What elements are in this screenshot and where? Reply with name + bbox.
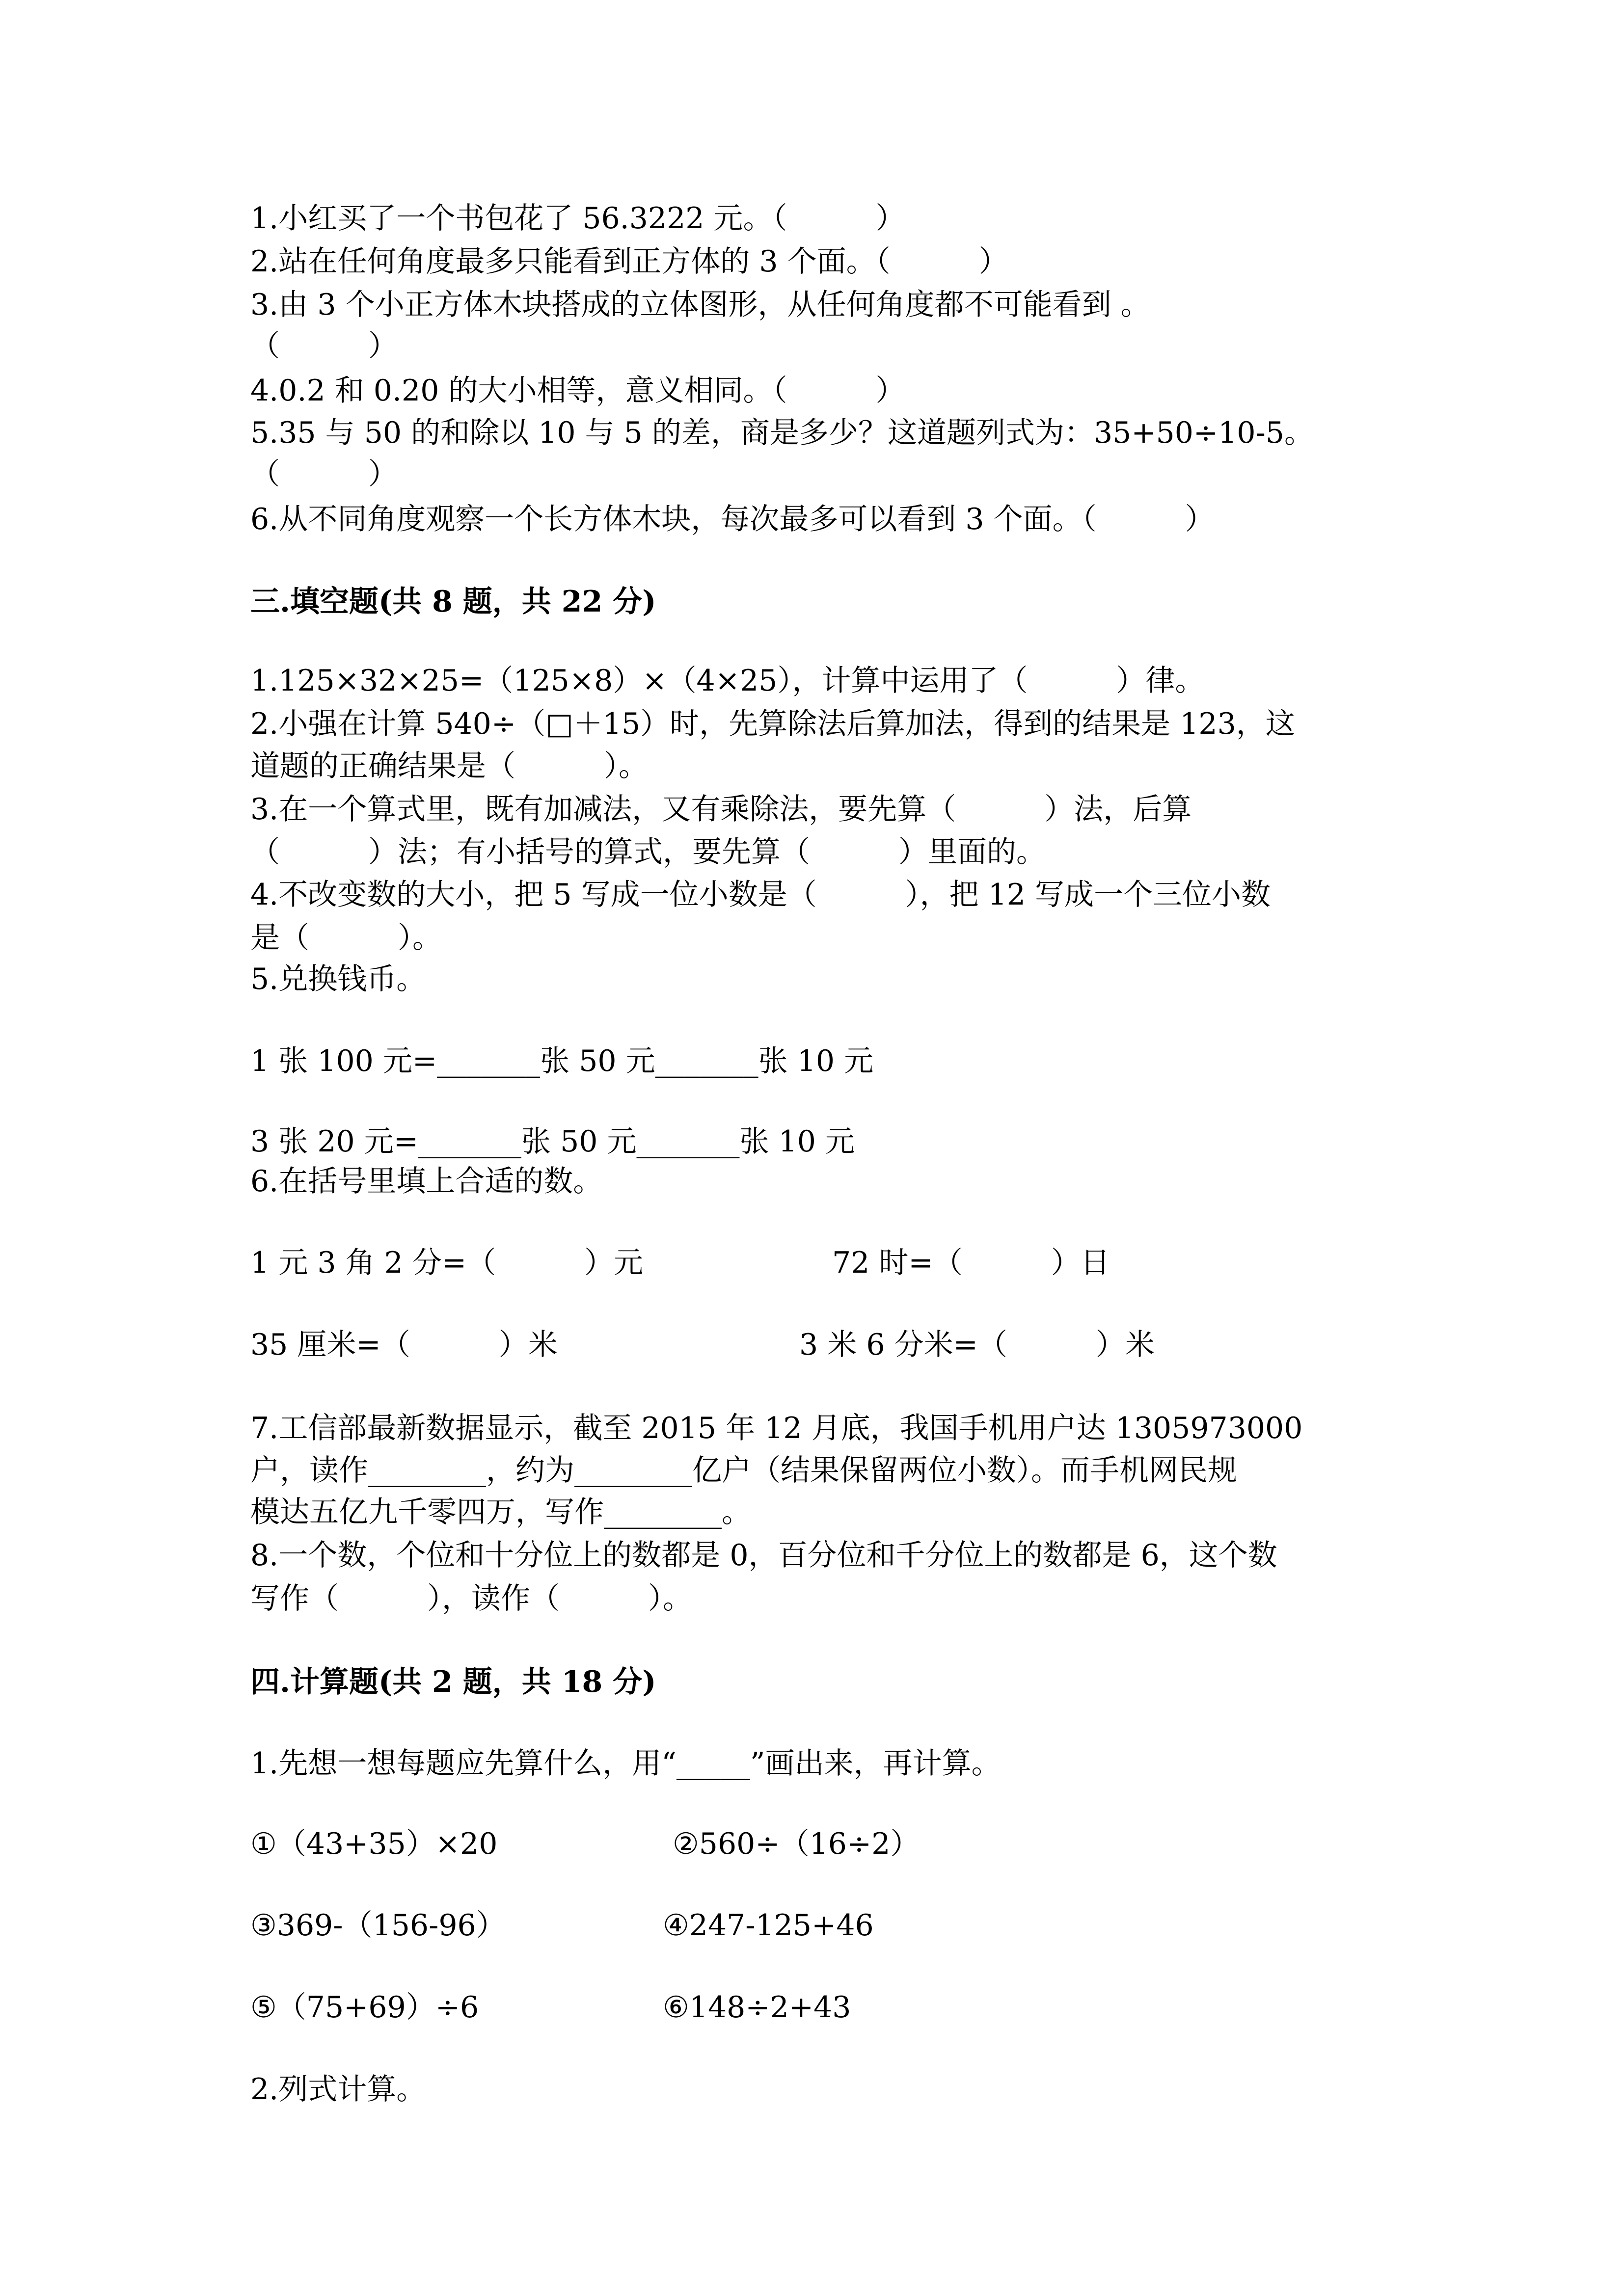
- fill-line-2: 2.小强在计算 540÷（□＋15）时，先算除法后算加法，得到的结果是 123，这: [250, 707, 1295, 741]
- judge-item-3: 3.由 3 个小正方体木块搭成的立体图形，从任何角度都不可能看到 。: [250, 288, 1150, 322]
- judge-item-4: 4.0.2 和 0.20 的大小相等，意义相同。（ ）: [250, 374, 905, 408]
- fill-q6-row2-left: 35 厘米=（ ）米: [250, 1328, 558, 1362]
- fill-line-4: 3.在一个算式里，既有加减法，又有乘除法，要先算（ ）法，后算: [250, 792, 1192, 827]
- calc-section-heading: 四.计算题(共 2 题，共 18 分): [250, 1665, 656, 1699]
- fill-q8-line-1: 8.一个数，个位和十分位上的数都是 0，百分位和千分位上的数都是 6，这个数: [250, 1538, 1277, 1573]
- judge-item-5: 5.35 与 50 的和除以 10 与 5 的差，商是多少？这道题列式为：35+50÷10-5。: [250, 416, 1314, 450]
- judge-item-1: 1.小红买了一个书包花了 56.3222 元。（ ）: [250, 201, 905, 236]
- calc-expr-1: ①（43+35）×20: [250, 1827, 498, 1861]
- fill-line-7: 是（ ）。: [250, 921, 442, 955]
- fill-q7-line-1: 7.工信部最新数据显示，截至 2015 年 12 月底，我国手机用户达 1305973000: [250, 1411, 1303, 1445]
- fill-q6-row1-right: 72 时=（ ）日: [832, 1246, 1110, 1280]
- fill-line-8: 5.兑换钱币。: [250, 962, 426, 996]
- judge-item-2: 2.站在任何角度最多只能看到正方体的 3 个面。（ ）: [250, 244, 1008, 279]
- fill-q6-row1-left: 1 元 3 角 2 分=（ ）元: [250, 1246, 644, 1280]
- fill-q7-line-2: 户，读作________，约为________亿户（结果保留两位小数）。而手机网民规: [250, 1453, 1237, 1488]
- fill-q8-line-2: 写作（ ），读作（ ）。: [250, 1581, 692, 1616]
- judge-item-3-blank: （ ）: [250, 329, 398, 363]
- fill-line-3: 道题的正确结果是（ ）。: [250, 749, 648, 783]
- judge-item-6: 6.从不同角度观察一个长方体木块，每次最多可以看到 3 个面。（ ）: [250, 502, 1215, 536]
- calc-q1: 1.先想一想每题应先算什么，用“_____”画出来，再计算。: [250, 1746, 1001, 1781]
- fill-q7-line-3: 模达五亿九千零四万，写作________。: [250, 1495, 751, 1529]
- fill-q6-row2-right: 3 米 6 分米=（ ）米: [799, 1328, 1155, 1362]
- fill-q6-title: 6.在括号里填上合适的数。: [250, 1164, 603, 1199]
- money-line-1: 1 张 100 元=_______张 50 元_______张 10 元: [250, 1044, 874, 1078]
- calc-expr-5: ⑤（75+69）÷6: [250, 1990, 479, 2025]
- fill-section-heading: 三.填空题(共 8 题，共 22 分): [250, 585, 656, 619]
- calc-expr-2: ②560÷（16÷2）: [673, 1827, 920, 1861]
- fill-line-1: 1.125×32×25=（125×8）×（4×25），计算中运用了（ ）律。: [250, 664, 1205, 698]
- fill-line-5: （ ）法；有小括号的算式，要先算（ ）里面的。: [250, 835, 1046, 869]
- calc-expr-3: ③369-（156-96）: [250, 1908, 506, 1943]
- calc-q2: 2.列式计算。: [250, 2072, 426, 2107]
- calc-expr-6: ⑥148÷2+43: [663, 1990, 851, 2025]
- judge-item-5-blank: （ ）: [250, 457, 398, 491]
- money-line-2: 3 张 20 元=_______张 50 元_______张 10 元: [250, 1124, 855, 1159]
- calc-expr-4: ④247-125+46: [663, 1908, 874, 1943]
- fill-line-6: 4.不改变数的大小，把 5 写成一位小数是（ ），把 12 写成一个三位小数: [250, 878, 1271, 912]
